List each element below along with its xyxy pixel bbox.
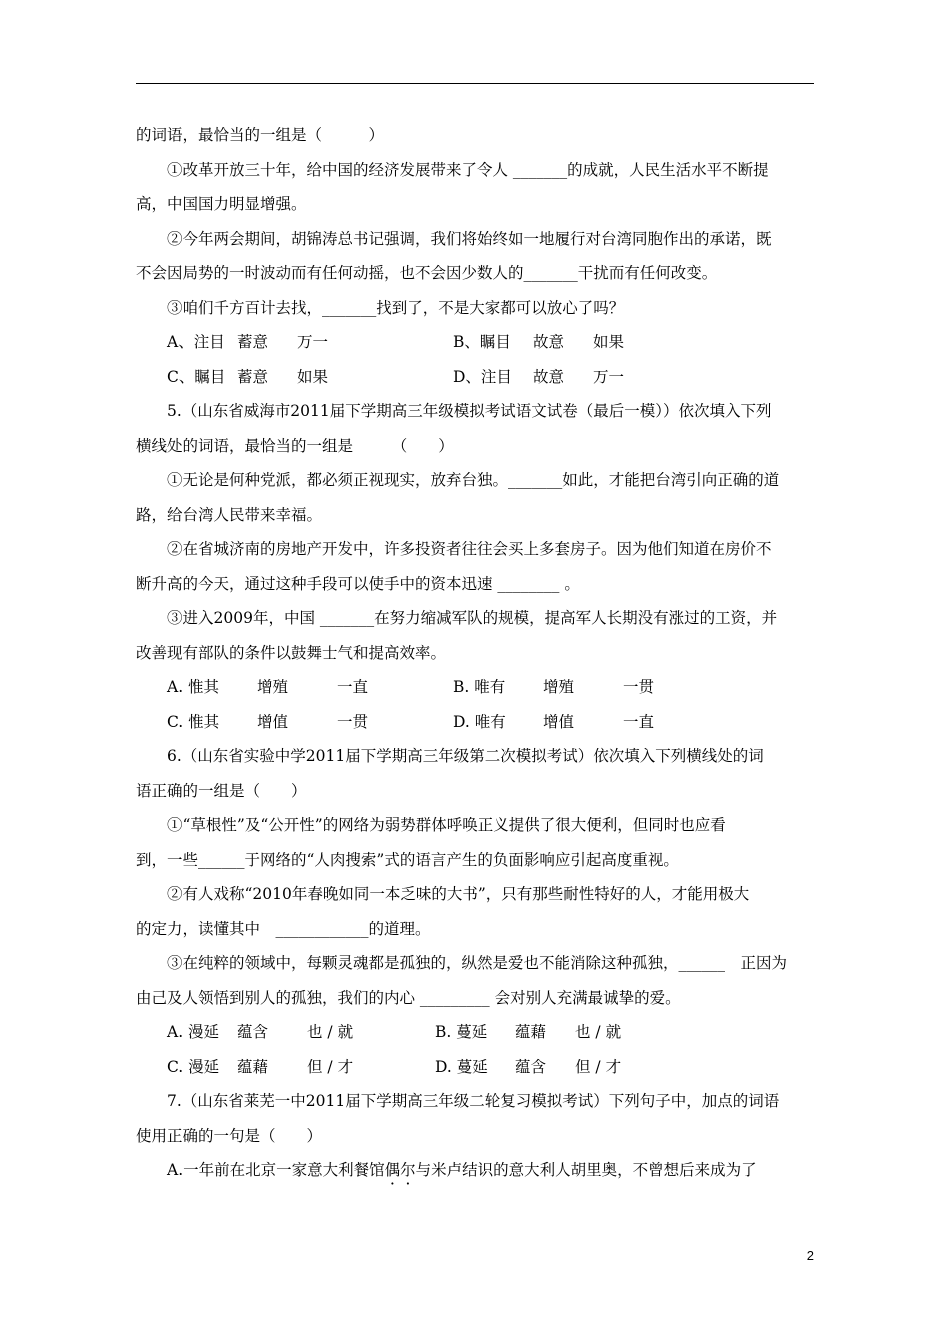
text-line: ③在纯粹的领域中，每颗灵魂都是孤独的，纵然是爱也不能消除这种孤独，______ 正因为 — [167, 954, 788, 972]
option-word: 万一 — [297, 333, 329, 351]
text-line: 横线处的词语，最恰当的一组是 （ ） — [136, 436, 454, 455]
option-word: 如果 — [593, 333, 625, 351]
text-line: ③进入2009年，中国 _______在努力缩减军队的规模，提高军人长期没有涨过的工资，并 — [167, 609, 778, 627]
text-line: 的定力，读懂其中 ____________的道理。 — [136, 919, 431, 938]
option-c: C、瞩目 — [167, 367, 226, 386]
text-line: 由己及人领悟到别人的孤独，我们的内心 _________ 会对别人充满最诚挚的爱。 — [136, 988, 681, 1007]
text-line: 改善现有部队的条件以鼓舞士气和提高效率。 — [136, 643, 447, 662]
option-word: 如果 — [297, 367, 329, 386]
header-rule — [136, 83, 814, 84]
answer-options-row — [136, 705, 814, 740]
text-line: ①改革开放三十年，给中国的经济发展带来了令人 _______的成就，人民生活水平不断提 — [167, 160, 769, 179]
text-line: 的词语，最恰当的一组是（ ） — [136, 126, 385, 144]
answer-options-row — [136, 360, 814, 395]
option-word: 蓄意 — [237, 367, 269, 386]
option-b: B. 蔓延 — [435, 1023, 488, 1041]
dotted-word: 偶 — [384, 1161, 401, 1179]
option-word: 增值 — [257, 712, 289, 731]
option-d: D. 唯有 — [453, 712, 506, 731]
page-body — [136, 118, 814, 1188]
page-number: 2 — [806, 1248, 814, 1263]
text-line: ②今年两会期间，胡锦涛总书记强调，我们将始终如一地履行对台湾同胞作出的承诺，既 — [167, 229, 772, 248]
option-word: 蕴藉 — [515, 1023, 547, 1041]
option-word: 增殖 — [543, 678, 575, 696]
text-line: ②在省城济南的房地产开发中，许多投资者往往会买上多套房子。因为他们知道在房价不 — [167, 540, 772, 558]
dotted-word: 尔 — [400, 1161, 416, 1179]
option-word: 一直 — [623, 712, 655, 731]
text-line: 路，给台湾人民带来幸福。 — [136, 505, 323, 524]
option-word: 蕴藉 — [237, 1057, 269, 1076]
question-heading: 5.（山东省威海市2011届下学期高三年级模拟考试语文试卷（最后一模））依次填入下列 — [167, 402, 772, 420]
option-word: 蕴含 — [515, 1057, 547, 1076]
text-segment: 与米卢结识的意大利人胡里奥，不曾想后来成为了 — [415, 1161, 757, 1179]
option-word: 但 / 才 — [575, 1057, 622, 1076]
option-word: 但 / 才 — [307, 1057, 354, 1076]
option-word: 一贯 — [623, 678, 655, 696]
text-line: 语正确的一组是（ ） — [136, 781, 307, 800]
text-line: 不会因局势的一时波动而有任何动摇，也不会因少数人的_______干扰而有任何改变。 — [136, 264, 718, 282]
text-line: 断升高的今天，通过这种手段可以使手中的资本迅速 ________ 。 — [136, 574, 580, 593]
option-word: 蓄意 — [237, 333, 269, 351]
option-d: D. 蔓延 — [435, 1057, 488, 1076]
option-a: A. 惟其 — [167, 678, 220, 696]
text-line — [136, 1153, 814, 1188]
option-word: 一直 — [337, 678, 369, 696]
answer-options-row — [136, 1015, 814, 1050]
answer-options-row — [136, 670, 814, 705]
option-word: 万一 — [593, 367, 625, 386]
question-heading: 6.（山东省实验中学2011届下学期高三年级第二次模拟考试）依次填入下列横线处的词 — [167, 747, 764, 765]
answer-options-row — [136, 325, 814, 360]
option-word: 增殖 — [257, 678, 289, 696]
option-word: 也 / 就 — [307, 1023, 354, 1041]
text-line: 使用正确的一句是（ ） — [136, 1126, 323, 1145]
text-line: 高，中国国力明显增强。 — [136, 195, 307, 213]
option-c: C. 漫延 — [167, 1057, 220, 1076]
question-heading: 7.（山东省莱芜一中2011届下学期高三年级二轮复习模拟考试）下列句子中，加点的词语 — [167, 1092, 780, 1110]
text-line: ②有人戏称“2010年春晚如同一本乏味的大书”，只有那些耐性特好的人，才能用极大 — [167, 885, 750, 903]
text-line: ①“草根性”及“公开性”的网络为弱势群体呼唤正义提供了很大便利，但同时也应看 — [167, 816, 726, 834]
option-c: C. 惟其 — [167, 712, 220, 731]
option-word: 增值 — [543, 712, 575, 731]
option-b: B. 唯有 — [453, 678, 506, 696]
answer-options-row — [136, 1050, 814, 1085]
text-line: ①无论是何种党派，都必须正视现实，放弃台独。_______如此，才能把台湾引向正确的道 — [167, 471, 780, 489]
option-b: B、瞩目 — [453, 333, 511, 351]
text-segment: A.一年前在北京一家意大利餐馆 — [167, 1161, 385, 1179]
text-line: ③咱们千方百计去找，_______找到了，不是大家都可以放心了吗？ — [167, 298, 625, 317]
option-a: A、注目 — [167, 333, 225, 351]
text-line: 到，一些______于网络的“人肉搜索”式的语言产生的负面影响应引起高度重视。 — [136, 850, 679, 869]
option-d: D、注目 — [453, 367, 512, 386]
option-a: A. 漫延 — [167, 1023, 220, 1041]
option-word: 故意 — [533, 333, 565, 351]
option-word: 故意 — [533, 367, 565, 386]
option-word: 蕴含 — [237, 1023, 269, 1041]
option-word: 一贯 — [337, 712, 369, 731]
option-word: 也 / 就 — [575, 1023, 622, 1041]
